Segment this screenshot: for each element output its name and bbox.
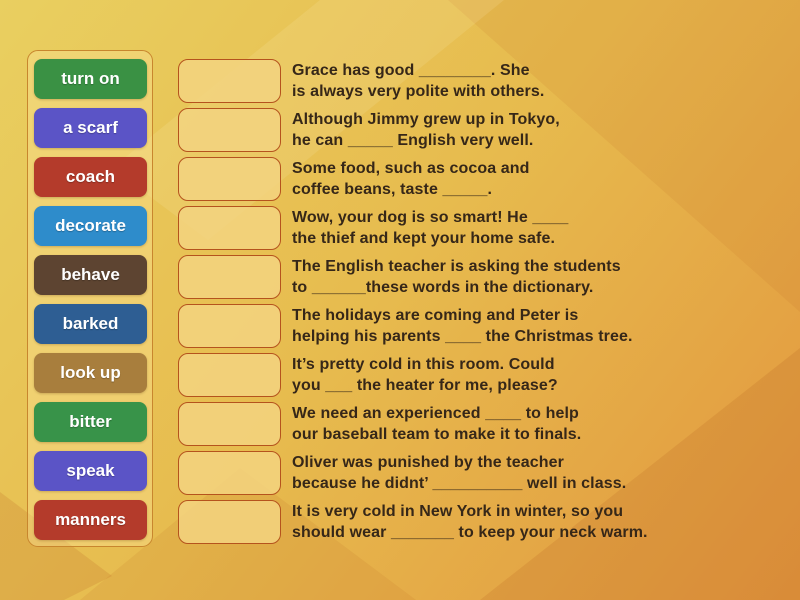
word-tile-coach[interactable]: coach (34, 157, 147, 197)
sentence-text: We need an experienced ____ to help our baseball team to make it to finals. (292, 405, 582, 443)
word-tile-manners[interactable]: manners (34, 500, 147, 540)
word-tile-decorate[interactable]: decorate (34, 206, 147, 246)
sentence-text: Some food, such as cocoa and coffee beans, taste _____. (292, 160, 530, 198)
match-row (178, 59, 648, 103)
word-tile-behave[interactable]: behave (34, 255, 147, 295)
word-tile-barked[interactable]: barked (34, 304, 147, 344)
word-tile-speak[interactable]: speak (34, 451, 147, 491)
answer-slot-7[interactable] (178, 353, 281, 397)
match-rows (178, 59, 648, 549)
match-row (178, 157, 648, 201)
match-row (178, 451, 648, 495)
answer-slot-6[interactable] (178, 304, 281, 348)
word-tile-a-scarf[interactable]: a scarf (34, 108, 147, 148)
match-row (178, 500, 648, 544)
answer-slot-8[interactable] (178, 402, 281, 446)
match-row (178, 304, 648, 348)
sentence-text: Oliver was punished by the teacher because he didnt’ __________ well in class. (292, 454, 627, 492)
match-row (178, 255, 648, 299)
answer-slot-2[interactable] (178, 108, 281, 152)
sentence-text: It is very cold in New York in winter, so you should wear _______ to keep your neck warm. (292, 503, 648, 541)
match-row (178, 108, 648, 152)
answer-slot-9[interactable] (178, 451, 281, 495)
answer-slot-5[interactable] (178, 255, 281, 299)
word-bank-panel (27, 50, 153, 547)
word-tile-turn-on[interactable]: turn on (34, 59, 147, 99)
sentence-text: Grace has good ________. She is always very polite with others. (292, 62, 545, 100)
answer-slot-10[interactable] (178, 500, 281, 544)
sentence-text: Wow, your dog is so smart! He ____ the thief and kept your home safe. (292, 209, 569, 247)
word-tile-bitter[interactable]: bitter (34, 402, 147, 442)
match-row (178, 206, 648, 250)
sentence-text: It’s pretty cold in this room. Could you ___ the heater for me, please? (292, 356, 558, 394)
sentence-text: The holidays are coming and Peter is helping his parents ____ the Christmas tree. (292, 307, 633, 345)
answer-slot-1[interactable] (178, 59, 281, 103)
sentence-text: The English teacher is asking the students to ______these words in the dictionary. (292, 258, 621, 296)
word-tile-look-up[interactable]: look up (34, 353, 147, 393)
answer-slot-4[interactable] (178, 206, 281, 250)
answer-slot-3[interactable] (178, 157, 281, 201)
match-row (178, 353, 648, 397)
sentence-text: Although Jimmy grew up in Tokyo, he can _____ English very well. (292, 111, 560, 149)
match-row (178, 402, 648, 446)
